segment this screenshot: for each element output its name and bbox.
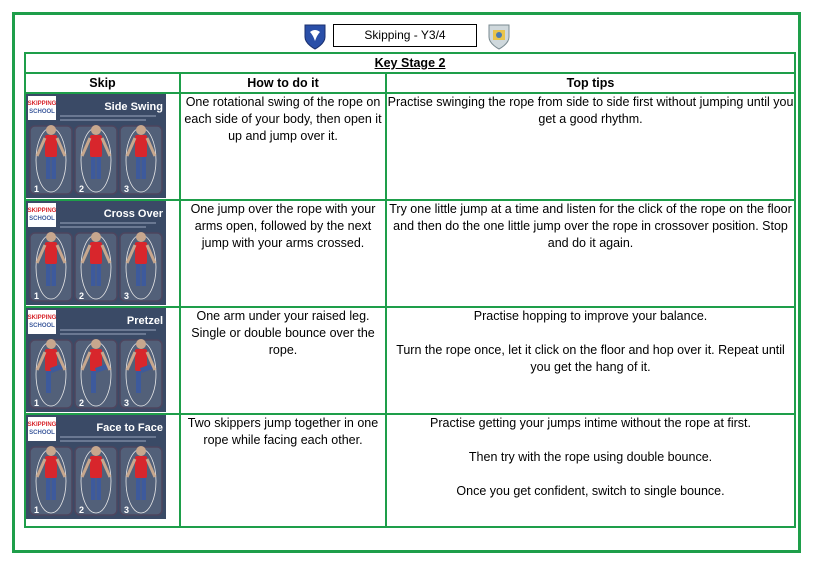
skip-title-on-image: Face to Face bbox=[96, 422, 163, 434]
table-row bbox=[25, 93, 795, 200]
skip-illustration bbox=[26, 94, 166, 198]
partner-crest-icon bbox=[487, 23, 511, 51]
table-row bbox=[25, 414, 795, 527]
how-to-do-it-cell: One jump over the rope with your arms open, followed by the next jump with your arms crossed. bbox=[180, 200, 386, 307]
tip-paragraph: Practise hopping to improve your balance. bbox=[473, 309, 708, 323]
how-to-do-it-cell: One rotational swing of the rope on each side of your body, then open it up and jump over it. bbox=[180, 93, 386, 200]
skip-illustration bbox=[26, 201, 166, 305]
stage-title: Key Stage 2 bbox=[25, 53, 795, 73]
skipping-school-logo: SKIPPING bbox=[27, 101, 57, 107]
svg-text:3: 3 bbox=[124, 184, 130, 194]
svg-text:2: 2 bbox=[79, 505, 85, 515]
svg-text:1: 1 bbox=[34, 398, 40, 408]
top-tips-cell bbox=[386, 200, 795, 307]
skip-title-on-image: Pretzel bbox=[126, 315, 163, 327]
skip-title-on-image: Cross Over bbox=[103, 208, 163, 220]
tip-paragraph: Practise getting your jumps intime without the rope at first. bbox=[430, 416, 751, 430]
table-row bbox=[25, 307, 795, 414]
skip-image-cell bbox=[25, 414, 180, 527]
top-tips-cell bbox=[386, 414, 795, 527]
column-header-tips: Top tips bbox=[386, 73, 795, 93]
svg-text:1: 1 bbox=[34, 291, 40, 301]
svg-text:SCHOOL: SCHOOL bbox=[29, 430, 55, 436]
tip-paragraph: Practise swinging the rope from side to side first without jumping until you get a good rhythm. bbox=[387, 95, 794, 126]
skipping-table bbox=[24, 52, 796, 528]
tip-paragraph: Once you get confident, switch to single bounce. bbox=[456, 484, 725, 498]
svg-text:2: 2 bbox=[79, 184, 85, 194]
column-header-how: How to do it bbox=[180, 73, 386, 93]
top-tips-cell bbox=[386, 93, 795, 200]
svg-text:SCHOOL: SCHOOL bbox=[29, 109, 55, 115]
skip-image-cell bbox=[25, 307, 180, 414]
skipping-school-logo: SKIPPING bbox=[27, 422, 57, 428]
page-header bbox=[300, 21, 520, 53]
svg-text:3: 3 bbox=[124, 505, 130, 515]
svg-text:3: 3 bbox=[124, 291, 130, 301]
svg-text:SCHOOL: SCHOOL bbox=[29, 323, 55, 329]
skipping-school-logo: SKIPPING bbox=[27, 208, 57, 214]
svg-text:3: 3 bbox=[124, 398, 130, 408]
column-header-skip: Skip bbox=[25, 73, 180, 93]
page-title: Skipping - Y3/4 bbox=[333, 24, 477, 47]
skip-title-on-image: Side Swing bbox=[104, 101, 163, 113]
table-row bbox=[25, 200, 795, 307]
skip-illustration bbox=[26, 415, 166, 519]
how-to-do-it-cell: Two skippers jump together in one rope while facing each other. bbox=[180, 414, 386, 527]
skip-image-cell bbox=[25, 200, 180, 307]
skip-image-cell bbox=[25, 93, 180, 200]
svg-text:SCHOOL: SCHOOL bbox=[29, 216, 55, 222]
top-tips-cell bbox=[386, 307, 795, 414]
skipping-school-logo: SKIPPING bbox=[27, 315, 57, 321]
tip-paragraph: Then try with the rope using double bounce. bbox=[468, 450, 713, 464]
svg-text:2: 2 bbox=[79, 398, 85, 408]
svg-text:2: 2 bbox=[79, 291, 85, 301]
svg-text:1: 1 bbox=[34, 184, 40, 194]
skip-illustration bbox=[26, 308, 166, 412]
school-crest-icon bbox=[303, 23, 327, 51]
svg-text:1: 1 bbox=[34, 505, 40, 515]
tip-paragraph: Turn the rope once, let it click on the floor and hop over it. Repeat until you get the hang of it. bbox=[396, 343, 785, 374]
tip-paragraph: Try one little jump at a time and listen for the click of the rope on the floor and then do the one little jump over the rope in crossover position. Stop and do it again. bbox=[389, 202, 792, 250]
how-to-do-it-cell: One arm under your raised leg. Single or double bounce over the rope. bbox=[180, 307, 386, 414]
